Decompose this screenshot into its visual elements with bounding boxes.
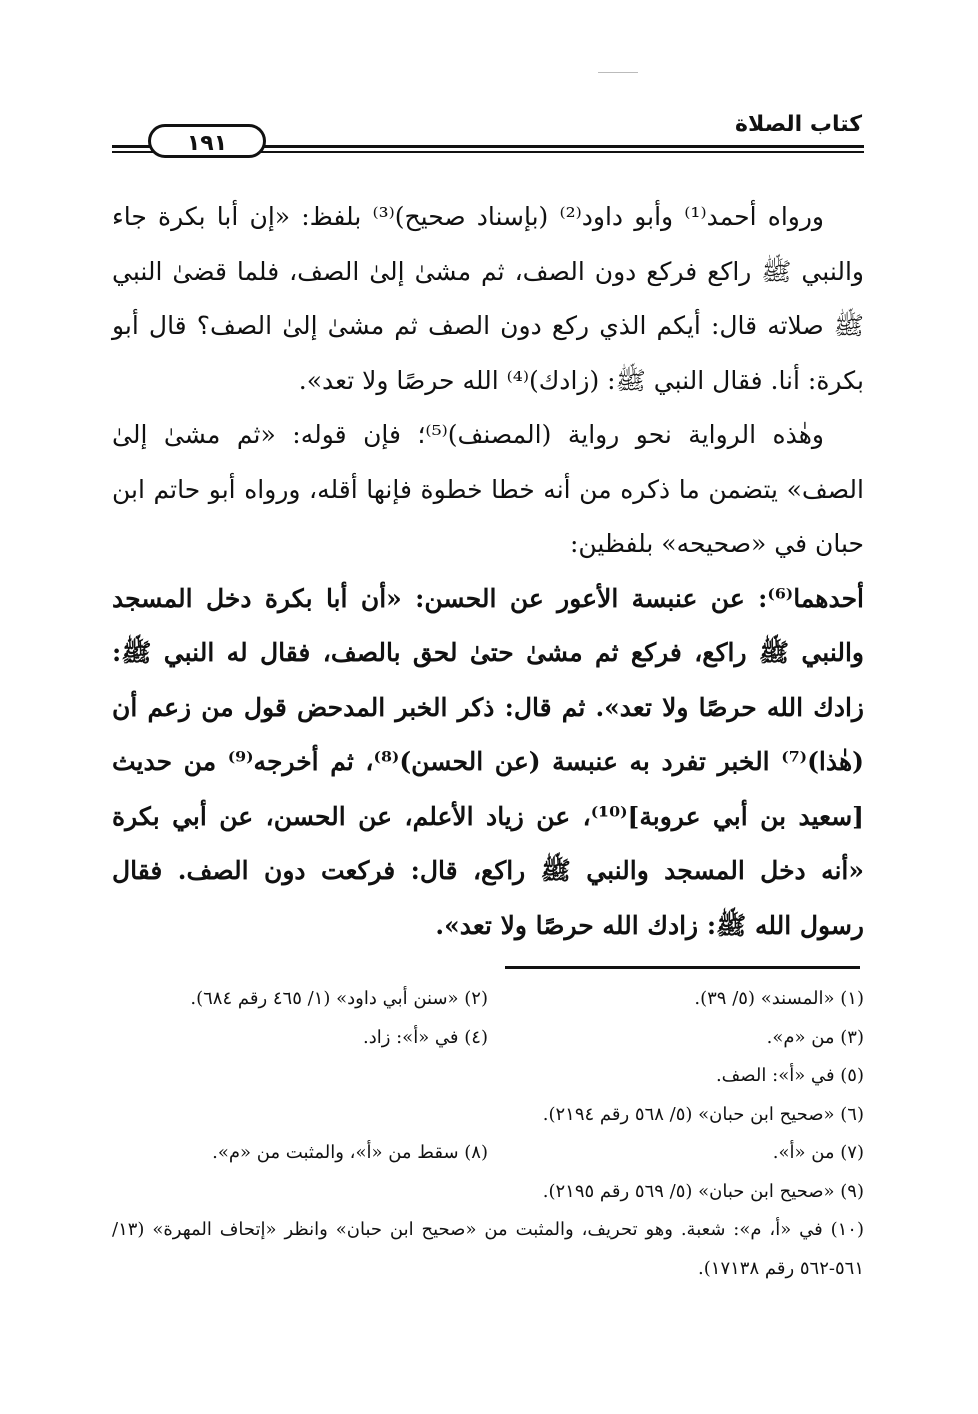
footnote-8: (٨) سقط من «أ»، والمثبت من «م». bbox=[212, 1142, 488, 1163]
footnote-separator bbox=[505, 966, 860, 969]
footnote-9: (٩) «صحيح ابن حبان» (٥/ ٥٦٩ رقم ٢١٩٥). bbox=[542, 1180, 864, 1202]
footnote-row bbox=[112, 1019, 864, 1058]
footnote-row bbox=[112, 1173, 864, 1212]
footnote-7: (٧) من «أ». bbox=[772, 1142, 864, 1163]
scan-artifact-line bbox=[598, 72, 638, 73]
page-header bbox=[112, 110, 864, 160]
footnote-1: (١) «المسند» (٥/ ٣٩). bbox=[694, 988, 864, 1009]
footnote-row bbox=[112, 1096, 864, 1135]
footnote-row bbox=[112, 980, 864, 1019]
main-text bbox=[112, 190, 864, 953]
footnote-3: (٣) من «م». bbox=[766, 1026, 864, 1048]
footnote-6: (٦) «صحيح ابن حبان» (٥/ ٥٦٨ رقم ٢١٩٤). bbox=[542, 1103, 864, 1125]
footnote-5: (٥) في «أ»: الصف. bbox=[715, 1065, 864, 1086]
paragraph-2: وهٰذه الرواية نحو رواية (المصنف)⁽⁵⁾؛ فإن قوله: «ثم مشىٰ إلىٰ الصف» يتضمن ما ذكره من أنه خطا خطوة فإنها أقله، ورواه أبو حاتم ابن حبان في «صحيحه» بلفظين: bbox=[112, 420, 864, 558]
paragraph-1: ورواه أحمد⁽¹⁾ وأبو داود⁽²⁾ (بإسناد صحيح)⁽³⁾ بلفظ: «إن أبا بكرة جاء والنبي ﷺ راكع فركع دون الصف، ثم مشىٰ إلىٰ الصف، فلما قضىٰ النبي ﷺ صلاته قال: أيكم الذي ركع دون الصف ثم مشىٰ إلىٰ الصف؟ قال أبو بكرة: أنا. فقال النبي ﷺ: (زادك)⁽⁴⁾ الله حرصًا ولا تعد». bbox=[112, 202, 864, 395]
footnote-row bbox=[112, 1057, 864, 1096]
footnote-4: (٤) في «أ»: زاد. bbox=[362, 1026, 488, 1048]
page-number-badge: ١٩١ bbox=[148, 124, 266, 158]
footnotes bbox=[112, 980, 864, 1288]
paragraph-3: أحدهما⁽⁶⁾: عن عنبسة الأعور عن الحسن: «أن أبا بكرة دخل المسجد والنبي ﷺ راكع، فركع ثم مشىٰ حتىٰ لحق بالصف، فقال له النبي ﷺ: زادك الله حرصًا ولا تعد». ثم قال: ذكر الخبر المدحض قول من زعم أن (هٰذا)⁽⁷⁾ الخبر تفرد به عنبسة (عن الحسن)⁽⁸⁾، ثم أخرجه⁽⁹⁾ من حديث [سعيد بن أبي عروبة]⁽¹⁰⁾، عن زياد الأعلم، عن الحسن، عن أبي بكرة «أنه دخل المسجد والنبي ﷺ راكع، قال: فركعت دون الصف. فقال رسول الله ﷺ: زادك الله حرصًا ولا تعد». bbox=[112, 583, 864, 940]
footnote-row bbox=[112, 1134, 864, 1173]
footnote-10: (١٠) في «أ، م»: شعبة. وهو تحريف، والمثبت من «صحيح ابن حبان» وانظر «إتحاف المهرة» (١٣/ ٥٦١-٥٦٢ رقم ١٧١٣٨). bbox=[112, 1219, 864, 1279]
running-title: كتاب الصلاة bbox=[735, 112, 862, 137]
footnote-2: (٢) «سنن أبي داود» (١/ ٤٦٥ رقم ٦٨٤). bbox=[190, 988, 488, 1009]
